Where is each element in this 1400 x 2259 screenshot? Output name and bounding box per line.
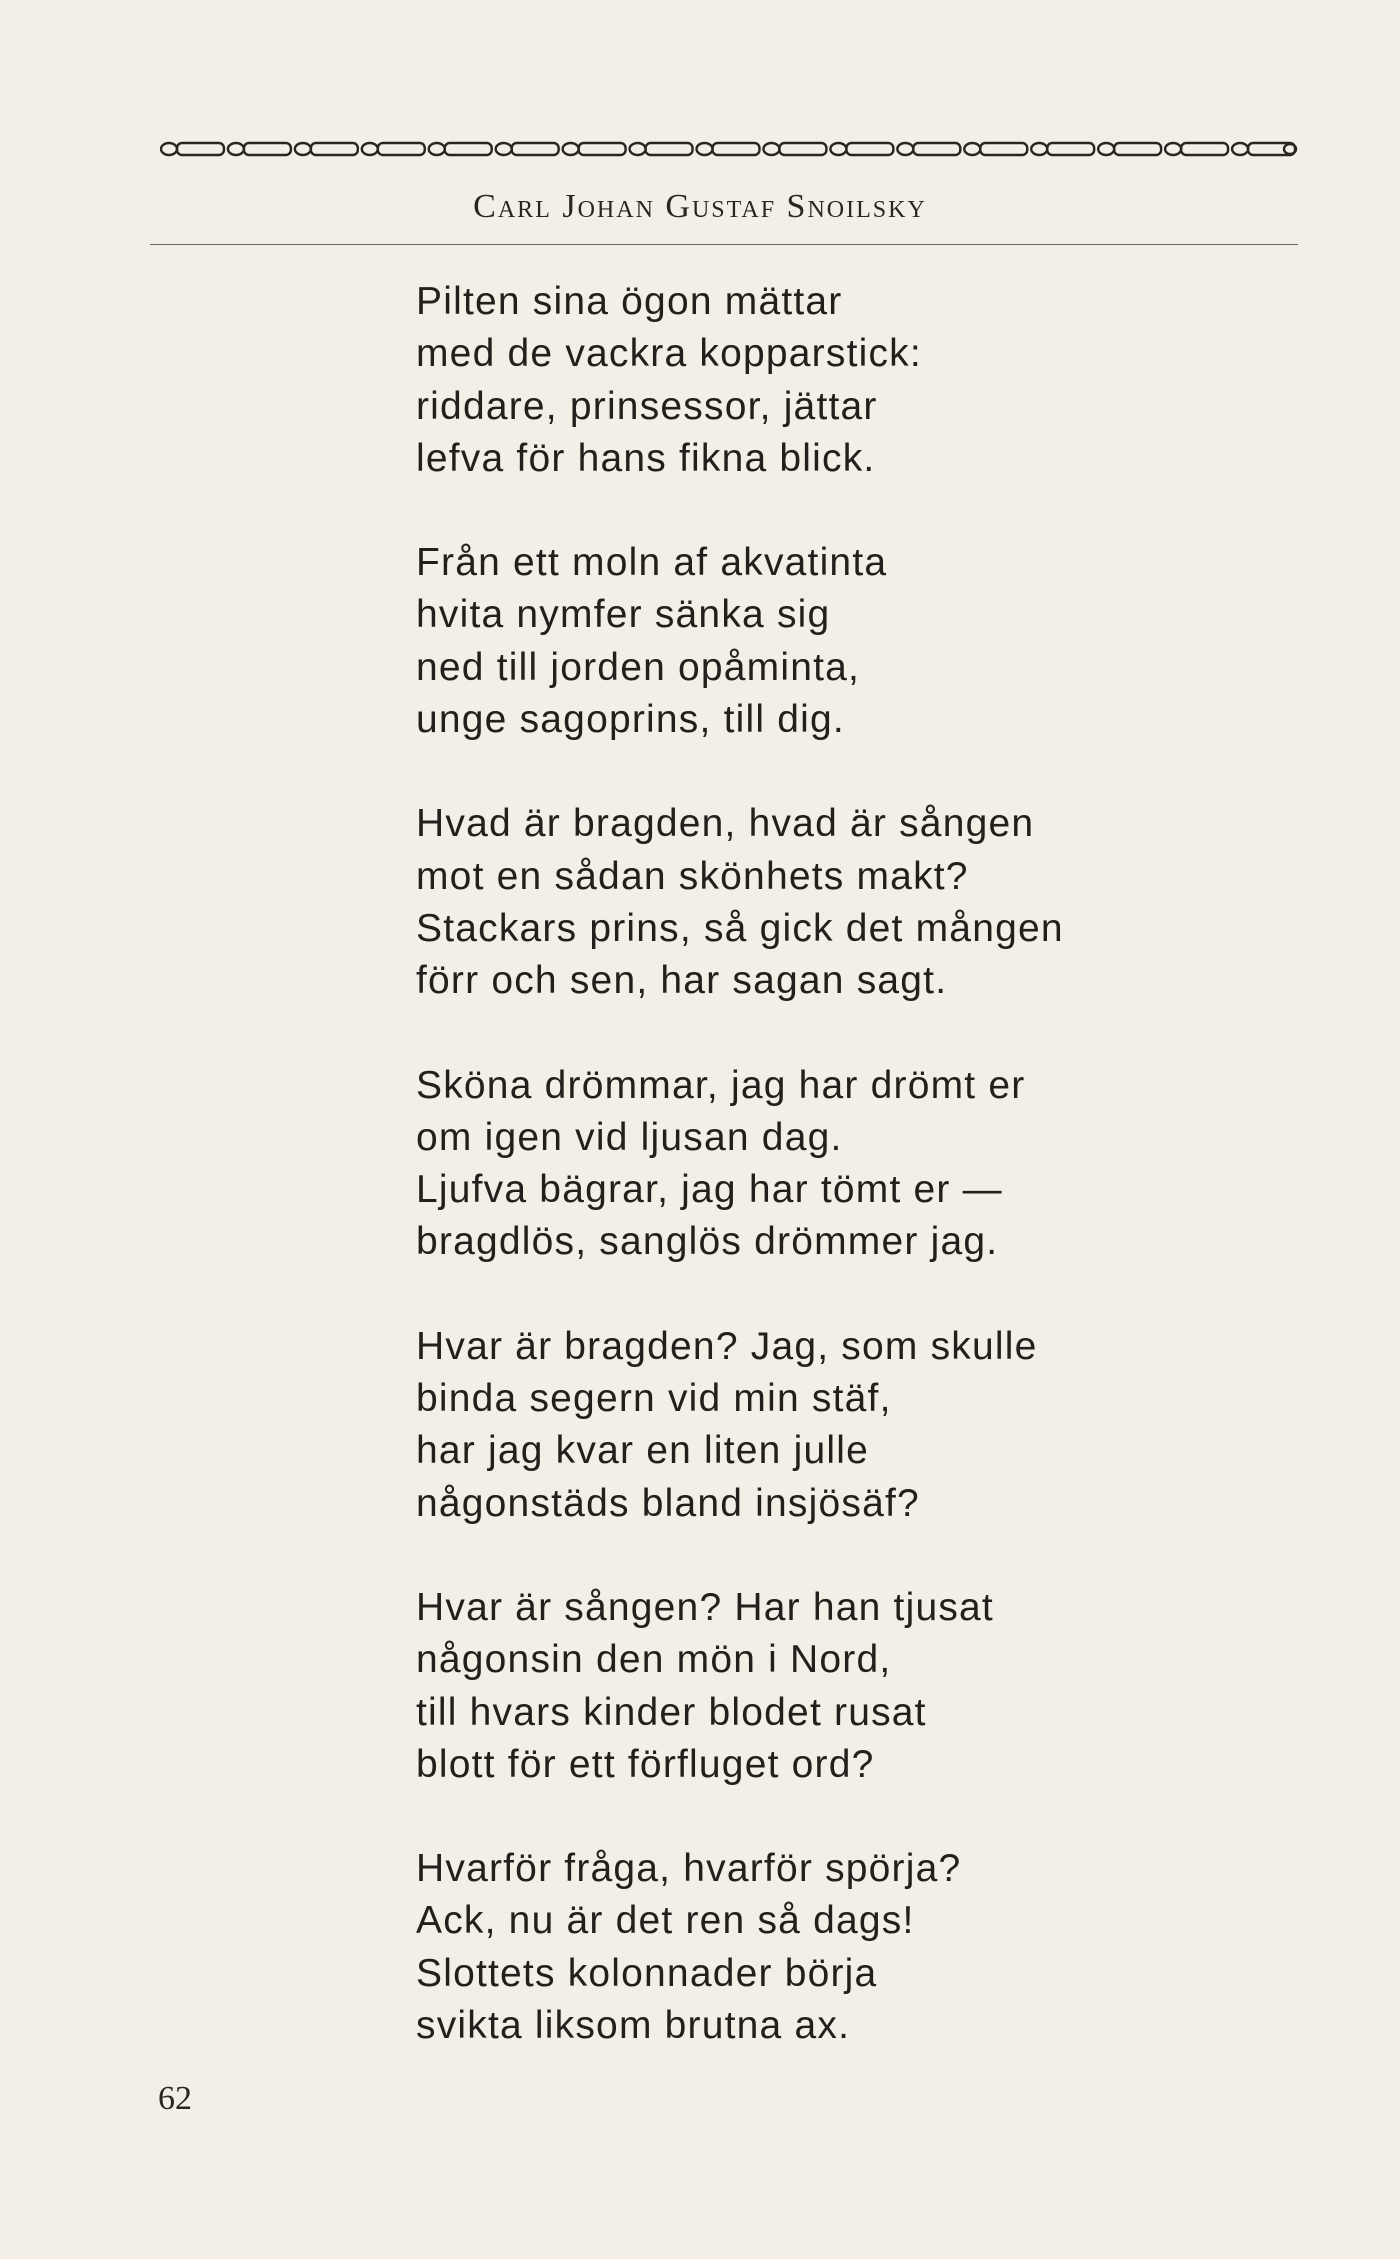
chain-bar (913, 143, 960, 155)
poem-line: till hvars kinder blodet rusat (416, 1690, 927, 1734)
poem-line: binda segern vid min stäf, (416, 1377, 892, 1421)
chain-bar (512, 143, 559, 155)
stanza-2 (416, 537, 1216, 746)
chain-ring (429, 143, 445, 155)
chain-ring (1098, 143, 1114, 155)
chain-bar (445, 143, 492, 155)
stanza-4 (416, 1060, 1216, 1269)
poem-line: ned till jorden opåminta, (416, 645, 861, 689)
stanza-3 (416, 798, 1216, 1007)
chain-bar (579, 143, 626, 155)
chain-ring (964, 143, 980, 155)
poem-line: om igen vid ljusan dag. (416, 1115, 843, 1159)
running-header: Carl Johan Gustaf Snoilsky (473, 188, 927, 225)
poem-line: Hvar är sången? Har han tjusat (416, 1585, 994, 1629)
stanza-6 (416, 1582, 1216, 1791)
poem-line: Slottets kolonnader börja (416, 1951, 878, 1995)
chain-bar (779, 143, 826, 155)
chain-ring (228, 143, 244, 155)
poem (416, 276, 1216, 2104)
poem-line: Sköna drömmar, jag har drömt er (416, 1063, 1026, 1107)
chain-bar (311, 143, 358, 155)
poem-line: svikta liksom brutna ax. (416, 2004, 851, 2048)
poem-line: bragdlös, sanglös drömmer jag. (416, 1220, 999, 1264)
chain-bar (646, 143, 693, 155)
poem-line: unge sagoprins, till dig. (416, 698, 845, 742)
chain-bar (980, 143, 1027, 155)
header-rule (150, 244, 1298, 245)
chain-bar (713, 143, 760, 155)
chain-ring (830, 143, 846, 155)
chain-ring (897, 143, 913, 155)
chain-bar (846, 143, 893, 155)
poem-line: någonstäds bland insjösäf? (416, 1481, 920, 1525)
chain-bar (378, 143, 425, 155)
poem-line: förr och sen, har sagan sagt. (416, 959, 948, 1003)
poem-line: Från ett moln af akvatinta (416, 541, 888, 585)
chain-bar (1181, 143, 1228, 155)
poem-line: blott för ett förfluget ord? (416, 1742, 875, 1786)
poem-line: Hvarför fråga, hvarför spörja? (416, 1847, 962, 1891)
chain-ring (362, 143, 378, 155)
poem-line: har jag kvar en liten julle (416, 1429, 869, 1473)
chain-bar (244, 143, 291, 155)
chain-bar (177, 143, 224, 155)
poem-line: med de vackra kopparstick: (416, 332, 922, 376)
chain-ring (295, 143, 311, 155)
stanza-5 (416, 1321, 1216, 1530)
decorative-chain-border (160, 138, 1298, 160)
chain-ring (697, 143, 713, 155)
poem-line: hvita nymfer sänka sig (416, 593, 831, 637)
poem-line: Ljufva bägrar, jag har tömt er — (416, 1168, 1003, 1212)
stanza-7 (416, 1843, 1216, 2052)
poem-line: Hvar är bragden? Jag, som skulle (416, 1324, 1038, 1368)
poem-line: Ack, nu är det ren så dags! (416, 1899, 915, 1943)
chain-bar (1047, 143, 1094, 155)
page-number: 62 (158, 2080, 192, 2117)
chain-ring (1165, 143, 1181, 155)
poem-line: någonsin den mön i Nord, (416, 1638, 892, 1682)
poem-line: Hvad är bragden, hvad är sången (416, 802, 1035, 846)
stanza-1 (416, 276, 1216, 485)
poem-line: lefva för hans fikna blick. (416, 436, 876, 480)
chain-ring (161, 143, 177, 155)
poem-line: mot en sådan skönhets makt? (416, 854, 969, 898)
chain-ring (630, 143, 646, 155)
chain-ring (1232, 143, 1248, 155)
poem-line: riddare, prinsessor, jättar (416, 384, 878, 428)
poem-line: Stackars prins, så gick det mången (416, 906, 1064, 950)
chain-bar (1114, 143, 1161, 155)
chain-ring (763, 143, 779, 155)
chain-ring (496, 143, 512, 155)
chain-ring (1031, 143, 1047, 155)
chain-ring (563, 143, 579, 155)
poem-line: Pilten sina ögon mättar (416, 280, 843, 323)
